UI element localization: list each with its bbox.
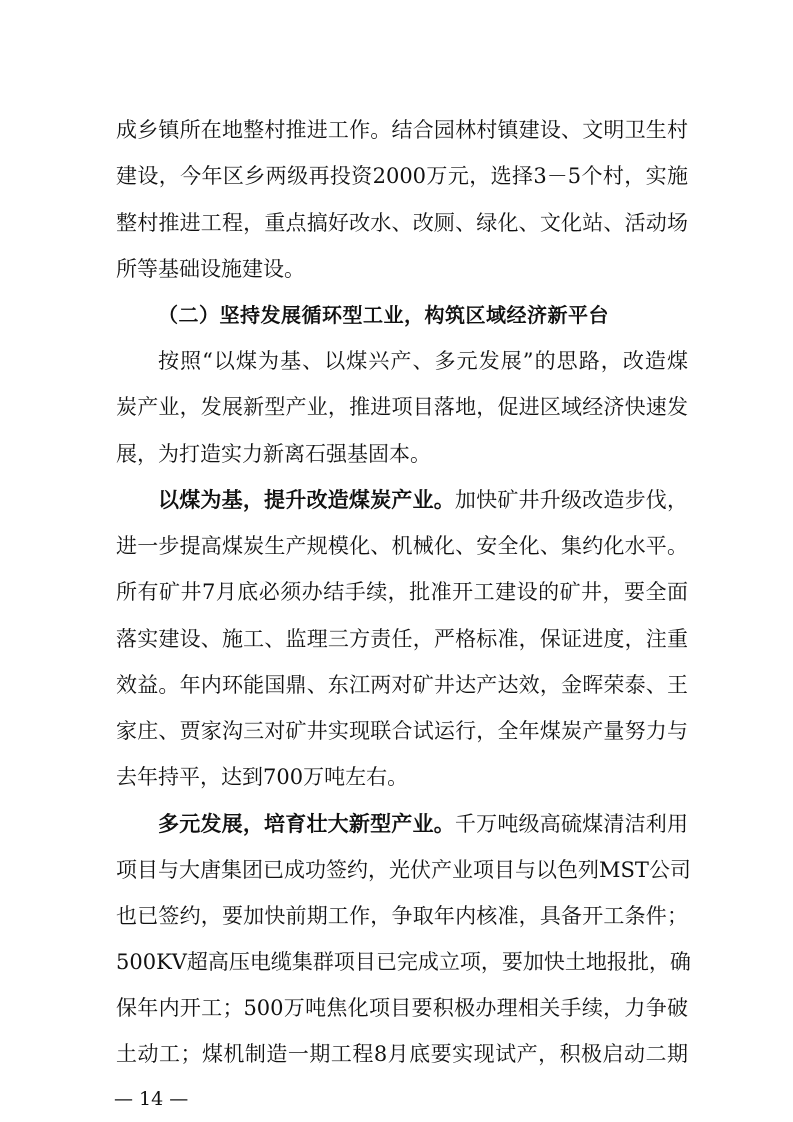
body-text-line: 成乡镇所在地整村推进工作。结合园林村镇建设、文明卫生村 (116, 118, 688, 142)
body-text-line (158, 810, 688, 838)
body-text-line: 效益。年内环能国鼎、东江两对矿井达产达效，金晖荣泰、王 (116, 673, 688, 697)
body-text-line: 土动工；煤机制造一期工程8月底要实现试产，积极启动二期 (116, 1042, 688, 1066)
body-text-line: 整村推进工程，重点搞好改水、改厕、绿化、文化站、活动场 (116, 211, 688, 235)
body-text-line (158, 486, 688, 514)
body-text-line: 进一步提高煤炭生产规模化、机械化、安全化、集约化水平。 (116, 534, 688, 558)
body-text-line: 500KV超高压电缆集群项目已完成立项，要加快土地报批，确 (116, 950, 691, 974)
body-text-line: 家庄、贾家沟三对矿井实现联合试运行，全年煤炭产量努力与 (116, 719, 688, 743)
paragraph-text: 千万吨级高硫煤清洁利用 (454, 812, 689, 836)
body-text-line: 炭产业，发展新型产业，推进项目落地，促进区域经济快速发 (116, 395, 688, 419)
body-text-line: 去年持平，达到700万吨左右。 (116, 765, 409, 789)
body-text-line: 展，为打造实力新离石强基固本。 (116, 442, 431, 466)
body-text-line: 建设，今年区乡两级再投资2000万元，选择3－5个村，实施 (116, 164, 688, 188)
paragraph-lead: 多元发展，培育壮大新型产业。 (158, 811, 455, 836)
body-text-line: 项目与大唐集团已成功签约，光伏产业项目与以色列MST公司 (116, 858, 691, 882)
page-number: — 14 — (114, 1088, 189, 1110)
body-text-line: 也已签约，要加快前期工作，争取年内核准，具备开工条件； (116, 904, 688, 928)
body-text-line: 落实建设、施工、监理三方责任，严格标准，保证进度，注重 (116, 627, 688, 651)
paragraph-text: 加快矿井升级改造步伐， (454, 488, 689, 512)
body-text-line: 按照“以煤为基、以煤兴产、多元发展”的思路，改造煤 (158, 349, 688, 373)
body-text-line: 所有矿井7月底必须办结手续，批准开工建设的矿井，要全面 (116, 580, 688, 604)
body-text-line: 保年内开工；500万吨焦化项目要积极办理相关手续，力争破 (116, 996, 688, 1020)
section-heading: （二）坚持发展循环型工业，构筑区域经济新平台 (158, 303, 609, 327)
paragraph-lead: 以煤为基，提升改造煤炭产业。 (158, 487, 455, 512)
body-text-line: 所等基础设施建设。 (116, 257, 305, 281)
